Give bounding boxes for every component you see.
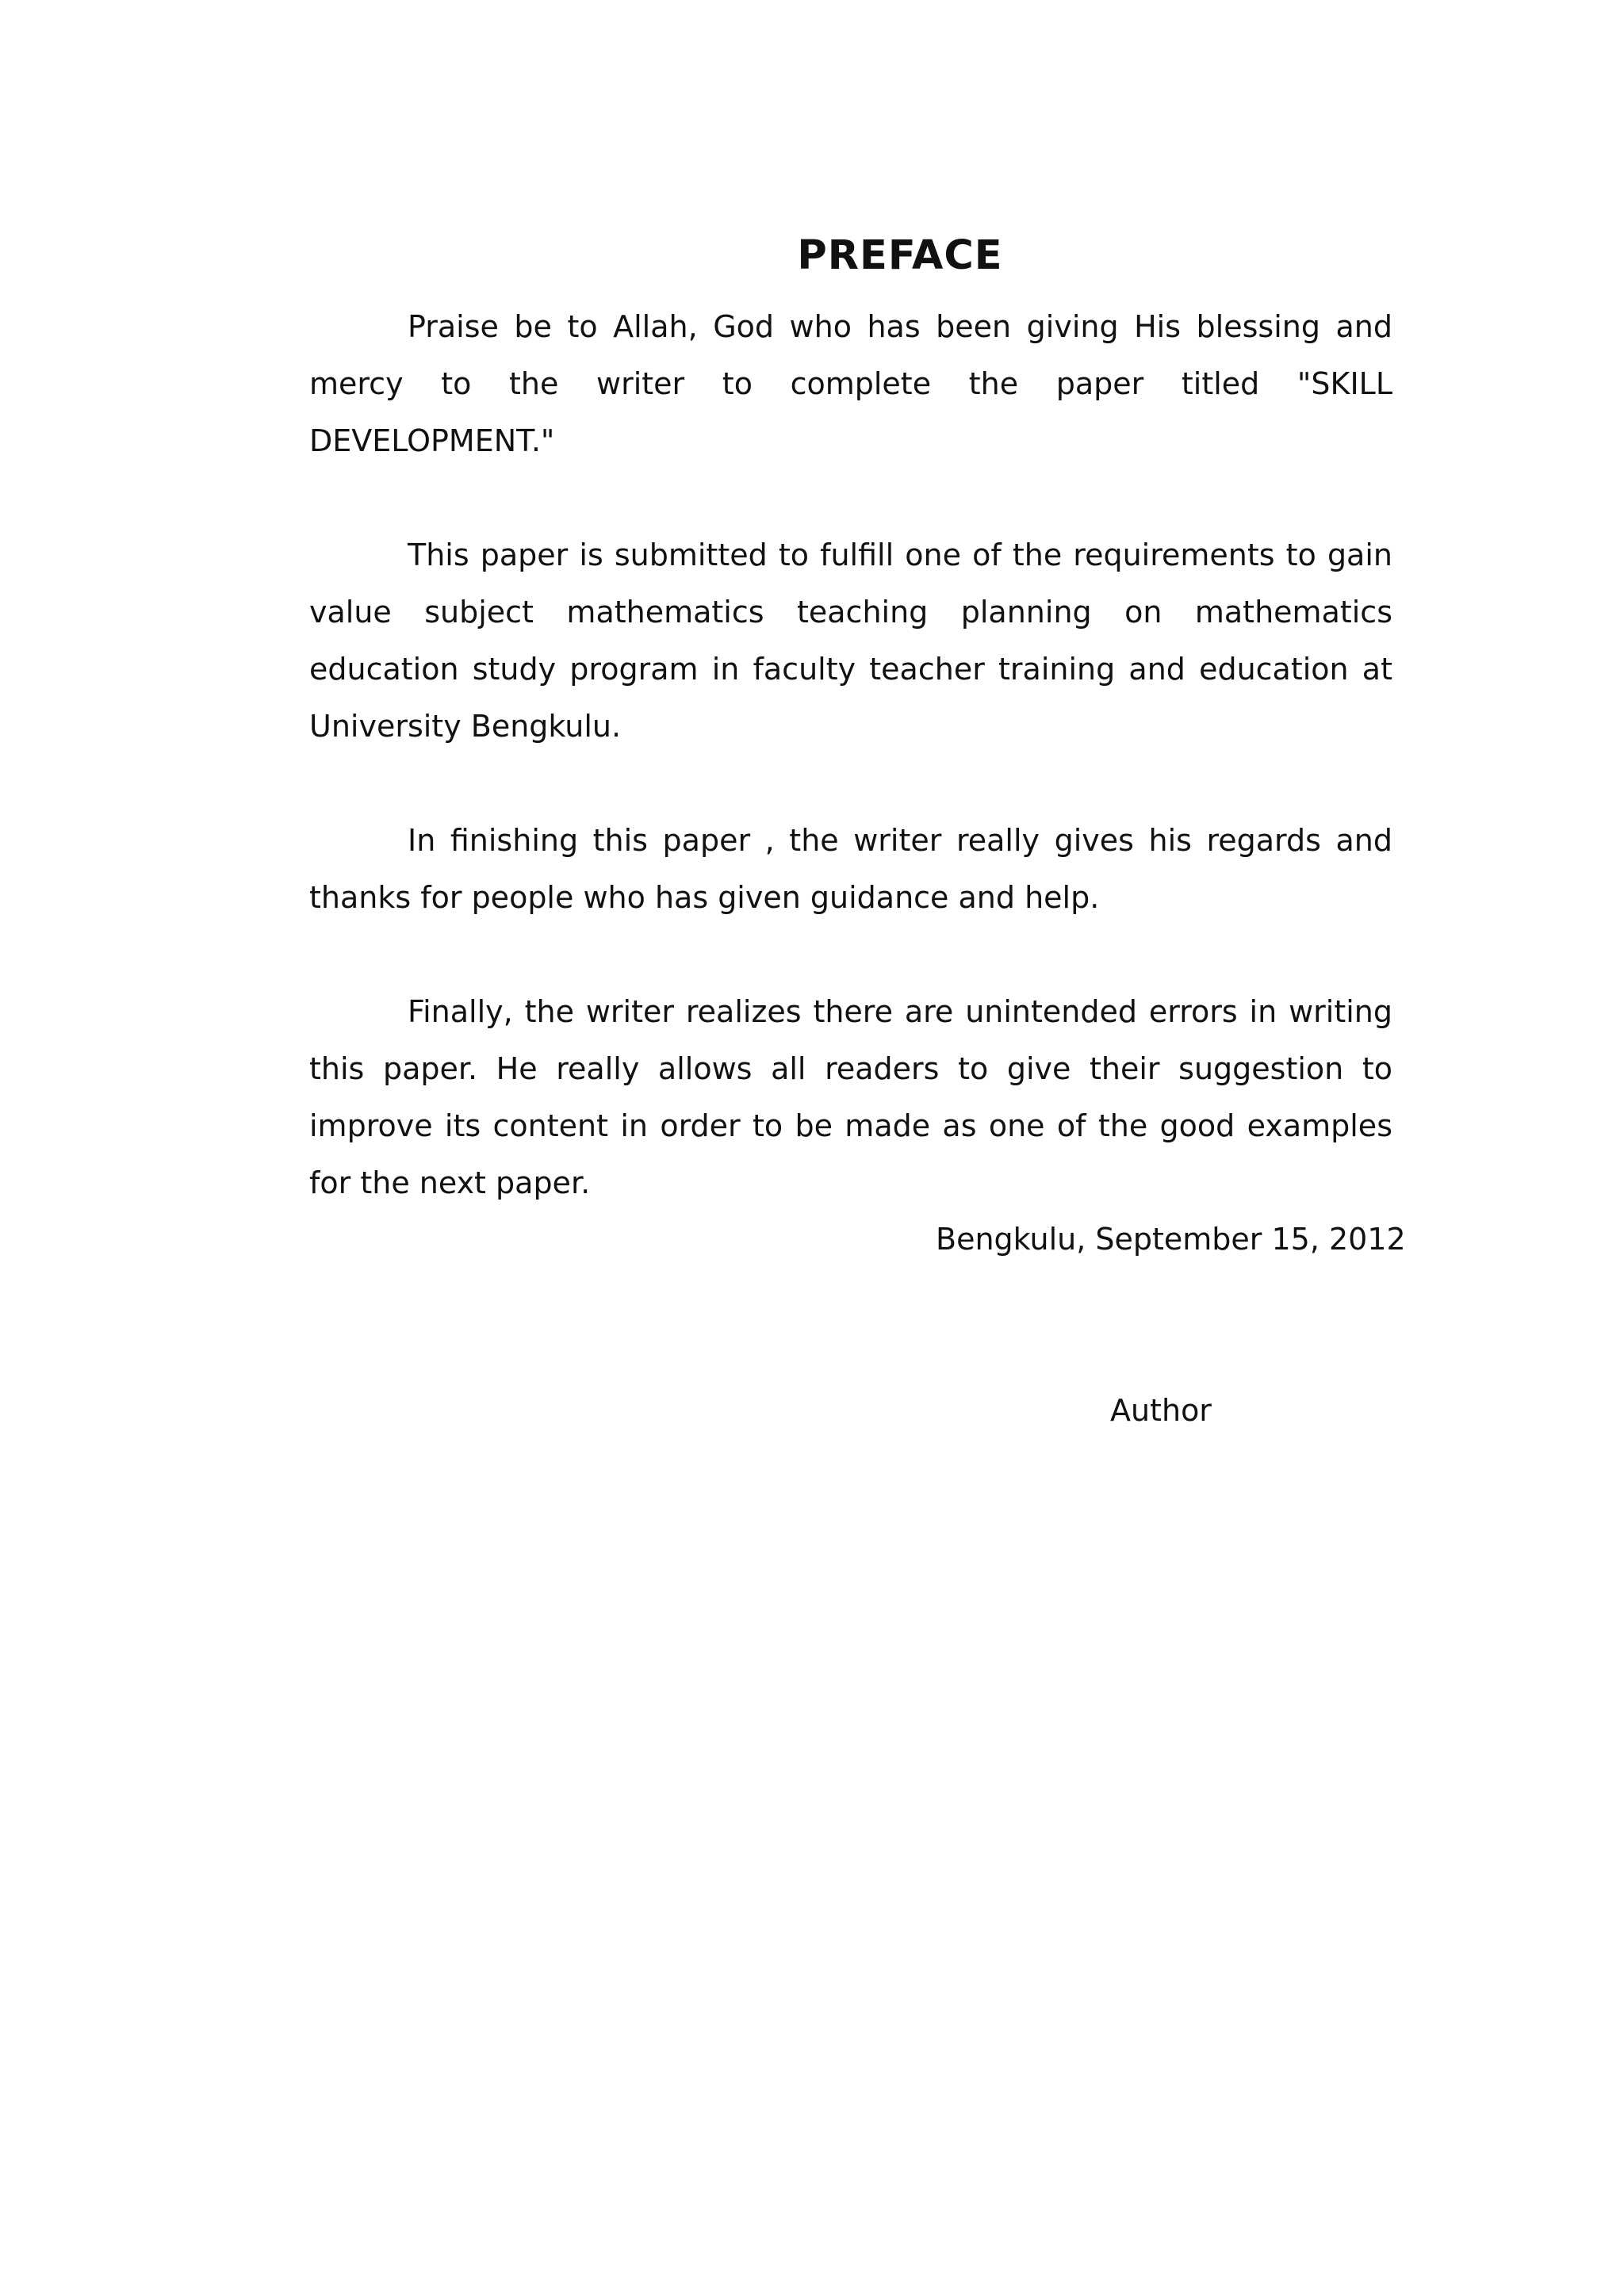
paragraph-gratitude: Praise be to Allah, God who has been giving His blessing and mercy to the writer to complete the paper titled "SKILL DEVELOPMENT." (309, 309, 1392, 458)
paragraph-thanks: In finishing this paper , the writer really gives his regards and thanks for people who has given guidance and help. (309, 823, 1392, 915)
page-title: PREFACE (797, 232, 1003, 279)
place-and-date: Bengkulu, September 15, 2012 (936, 1222, 1406, 1257)
author-signature: Author (1110, 1393, 1212, 1428)
paragraph-closing: Finally, the writer realizes there are unintended errors in writing this paper. He really allows all readers to give their suggestion to improve its content in order to be made as one of the good examples for the next paper. (309, 994, 1392, 1200)
preface-body (309, 298, 1392, 1269)
paragraph-purpose: This paper is submitted to fulfill one of the requirements to gain value subject mathematics teaching planning on mathematics education study program in faculty teacher training and education at University Bengkulu. (309, 538, 1392, 744)
